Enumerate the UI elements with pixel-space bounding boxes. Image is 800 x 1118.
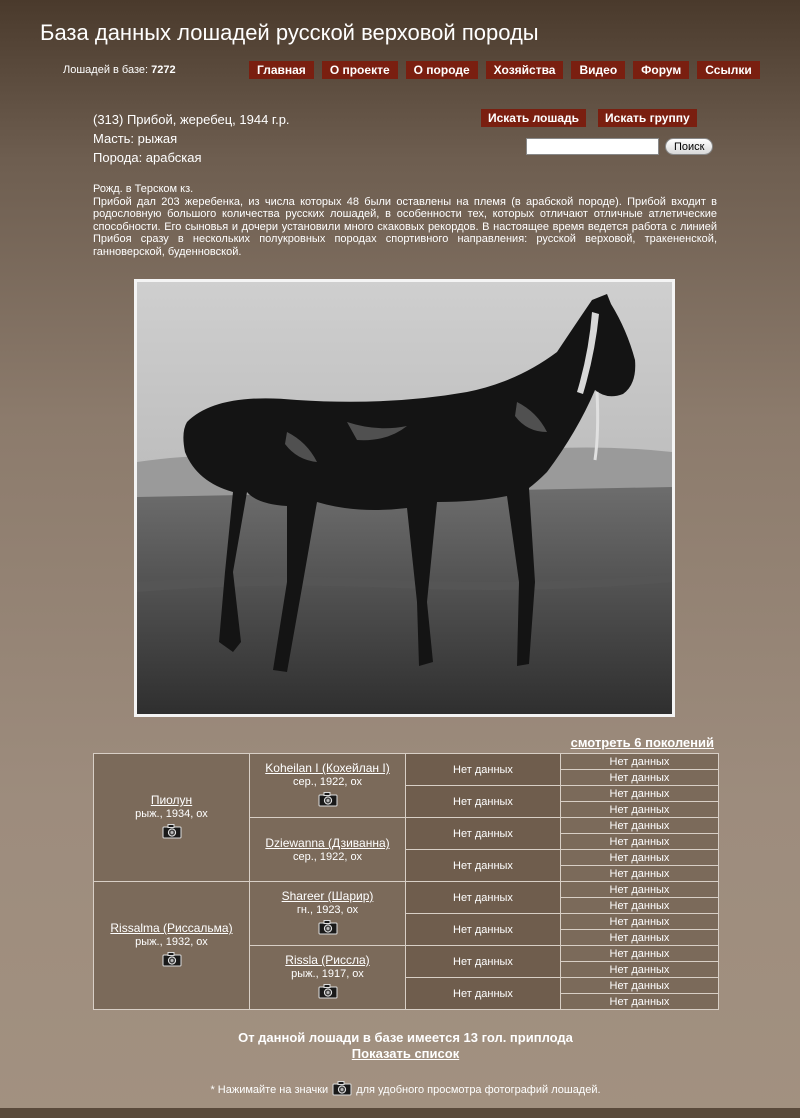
- show-offspring-link[interactable]: Показать список: [351, 1046, 460, 1061]
- camera-icon: [332, 1080, 352, 1099]
- pedigree-gen4-cell: Нет данных: [561, 994, 719, 1010]
- site-title: База данных лошадей русской верховой породы: [40, 20, 539, 45]
- pedigree-gen3-cell: Нет данных: [406, 786, 561, 818]
- horse-count-value: 7272: [151, 64, 176, 76]
- pedigree-gen4-cell: Нет данных: [561, 770, 719, 786]
- top-nav: [249, 61, 760, 79]
- horse-birthplace: Рожд. в Терском кз.: [93, 183, 194, 195]
- sire-link[interactable]: Пиолун: [150, 793, 193, 807]
- pedigree-sire: [94, 754, 250, 882]
- horse-description: [93, 183, 717, 259]
- horse-photo[interactable]: [134, 279, 675, 717]
- six-generations-link[interactable]: смотреть 6 поколений: [570, 735, 714, 750]
- pedigree-gen3-cell: Нет данных: [406, 946, 561, 978]
- find-group-button[interactable]: Искать группу: [598, 109, 697, 127]
- pedigree-gen2-1: [250, 754, 406, 818]
- pedigree-gen4-cell: Нет данных: [561, 754, 719, 770]
- sire-info: рыж., 1934, ох: [135, 808, 208, 820]
- search-buttons: [481, 109, 697, 127]
- nav-home[interactable]: Главная: [249, 61, 314, 79]
- pedigree-gen4-cell: Нет данных: [561, 914, 719, 930]
- pedigree-gen4-cell: Нет данных: [561, 850, 719, 866]
- horse-breed: Порода: арабская: [93, 150, 202, 165]
- camera-icon[interactable]: [318, 983, 338, 1002]
- pedigree-gen4-cell: Нет данных: [561, 866, 719, 882]
- pedigree-gen4-cell: Нет данных: [561, 946, 719, 962]
- nav-about-breed[interactable]: О породе: [406, 61, 478, 79]
- gen2-4-info: рыж., 1917, ох: [291, 968, 364, 980]
- pedigree-gen4-cell: Нет данных: [561, 882, 719, 898]
- pedigree-dam: [94, 882, 250, 1010]
- nav-links[interactable]: Ссылки: [697, 61, 759, 79]
- find-horse-button[interactable]: Искать лошадь: [481, 109, 586, 127]
- footer-bar: [0, 1108, 800, 1118]
- hint-after: для удобного просмотра фотографий лошадей.: [356, 1083, 601, 1096]
- offspring-text: От данной лошади в базе имеется 13 гол. приплода: [238, 1030, 573, 1045]
- horse-count: [63, 64, 176, 76]
- pedigree-gen4-cell: Нет данных: [561, 834, 719, 850]
- pedigree-gen4-cell: Нет данных: [561, 898, 719, 914]
- horse-count-label: Лошадей в базе:: [63, 64, 149, 76]
- pedigree-gen4-cell: Нет данных: [561, 962, 719, 978]
- pedigree-gen4-cell: Нет данных: [561, 978, 719, 994]
- camera-icon[interactable]: [318, 919, 338, 938]
- search-input[interactable]: [526, 138, 659, 155]
- horse-photo-image: [137, 282, 672, 714]
- pedigree-table: [93, 753, 719, 1010]
- photo-hint: [93, 1080, 718, 1099]
- pedigree-gen3-cell: Нет данных: [406, 818, 561, 850]
- nav-farms[interactable]: Хозяйства: [486, 61, 564, 79]
- nav-about-project[interactable]: О проекте: [322, 61, 398, 79]
- dam-link[interactable]: Rissalma (Риссальма): [110, 921, 233, 935]
- gen2-1-link[interactable]: Koheilan I (Кохейлан I): [265, 761, 390, 775]
- pedigree-gen2-3: [250, 882, 406, 946]
- gen2-4-link[interactable]: Rissla (Риссла): [285, 953, 370, 967]
- horse-description-text: Прибой дал 203 жеребенка, из числа которых 48 были оставлены на племя (в арабской породе). Прибой входит в родословную большого количества русских лошадей, в особенности тех, которых отличают отличные атлетические способности. Его сыновья и дочери установили много скаковых рекордов. В настоящее время ведется работа с линией Прибоя сразу в нескольких полукровных породах спортивного направления: русской верховой, тракененской, ганноверской, буденновской.: [93, 195, 717, 258]
- horse-header: [93, 111, 290, 168]
- pedigree-gen3-cell: Нет данных: [406, 850, 561, 882]
- dam-info: рыж., 1932, ох: [135, 936, 208, 948]
- nav-video[interactable]: Видео: [571, 61, 625, 79]
- hint-before: * Нажимайте на значки: [210, 1083, 329, 1096]
- pedigree-gen4-cell: Нет данных: [561, 786, 719, 802]
- pedigree-gen2-4: [250, 946, 406, 1010]
- pedigree-gen3-cell: Нет данных: [406, 754, 561, 786]
- search-row: [526, 138, 713, 155]
- camera-icon[interactable]: [162, 823, 182, 842]
- pedigree-gen4-cell: Нет данных: [561, 802, 719, 818]
- camera-icon[interactable]: [162, 951, 182, 970]
- pedigree-gen2-2: [250, 818, 406, 882]
- offspring-block: [93, 1030, 718, 1061]
- horse-color: Масть: рыжая: [93, 131, 178, 146]
- camera-icon[interactable]: [318, 791, 338, 810]
- gen2-3-link[interactable]: Shareer (Шарир): [281, 889, 374, 903]
- search-button[interactable]: Поиск: [665, 138, 713, 155]
- pedigree-gen4-cell: Нет данных: [561, 930, 719, 946]
- nav-forum[interactable]: Форум: [633, 61, 689, 79]
- pedigree-gen3-cell: Нет данных: [406, 914, 561, 946]
- pedigree-gen4-cell: Нет данных: [561, 818, 719, 834]
- gen2-2-info: сер., 1922, ох: [293, 851, 362, 863]
- pedigree-gen3-cell: Нет данных: [406, 882, 561, 914]
- gen2-1-info: сер., 1922, ох: [293, 776, 362, 788]
- gen2-2-link[interactable]: Dziewanna (Дзиванна): [265, 836, 390, 850]
- pedigree-gen3-cell: Нет данных: [406, 978, 561, 1010]
- horse-title: (313) Прибой, жеребец, 1944 г.р.: [93, 112, 290, 127]
- gen2-3-info: гн., 1923, ох: [296, 904, 359, 916]
